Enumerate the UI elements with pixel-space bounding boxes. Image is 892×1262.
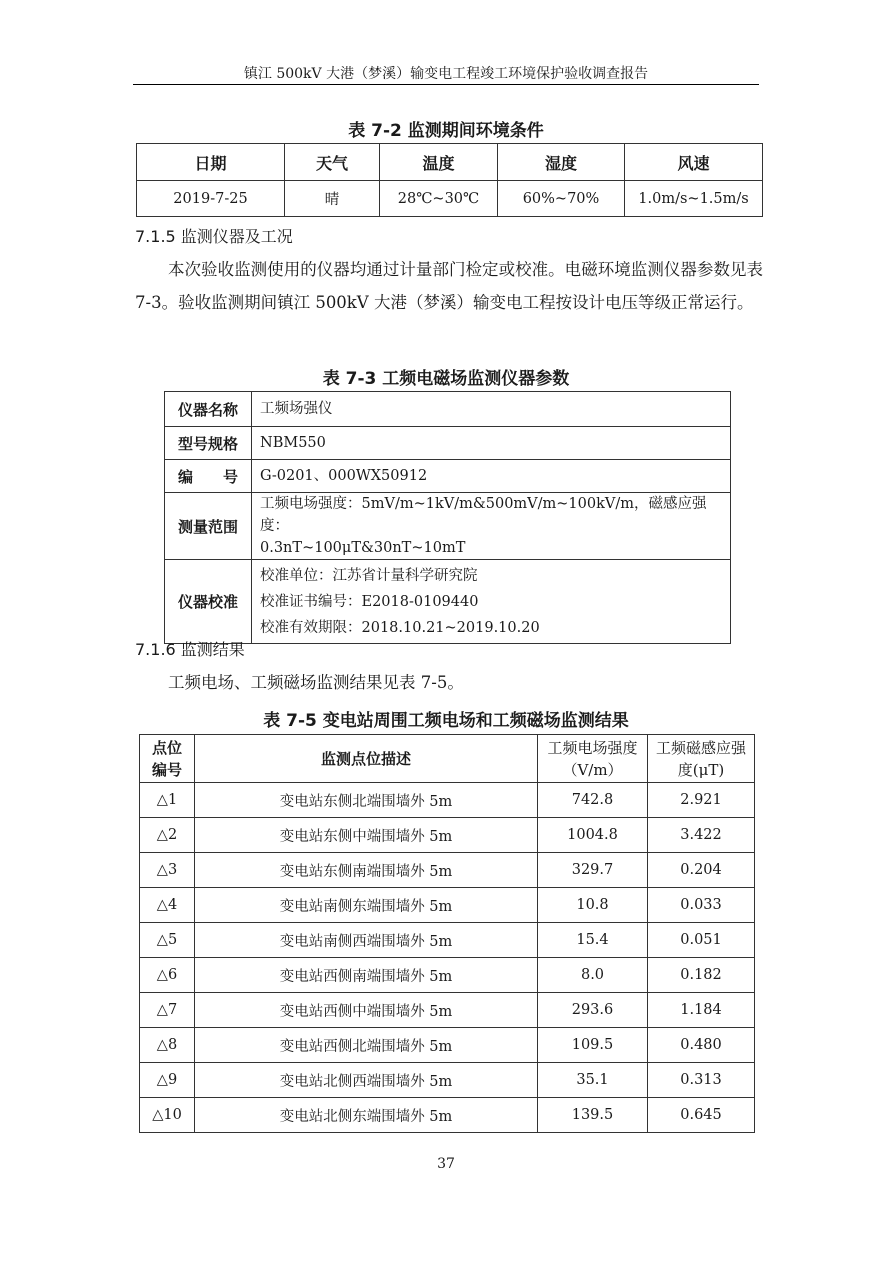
cell-point-id: △1: [140, 783, 195, 818]
table-row: [140, 853, 755, 888]
cell-magnetic-induction: 0.033: [648, 888, 755, 923]
calibration-line: 校准证书编号：E2018-0109440: [260, 593, 479, 610]
table-row: [140, 1098, 755, 1133]
cell-electric-field: 10.8: [538, 888, 648, 923]
cell-description: 变电站南侧西端围墙外 5m: [195, 923, 538, 958]
cell-description: 变电站东侧中端围墙外 5m: [195, 818, 538, 853]
section-paragraph-7-1-5: 本次验收监测使用的仪器均通过计量部门检定或校准。电磁环境监测仪器参数见表 7-3。验收监测期间镇江 500kV 大港（梦溪）输变电工程按设计电压等级正常运行。: [135, 260, 763, 312]
cell-description: 变电站西侧南端围墙外 5m: [195, 958, 538, 993]
header-cell-wind-speed: 风速: [625, 144, 763, 181]
label-serial: 编 号: [165, 460, 252, 493]
running-header: 镇江 500kV 大港（梦溪）输变电工程竣工环境保护验收调查报告: [243, 66, 649, 82]
header-line: 工频电场强度: [547, 738, 638, 757]
calibration-line: 校准有效期限：2018.10.21~2019.10.20: [260, 619, 540, 636]
cell-electric-field: 109.5: [538, 1028, 648, 1063]
cell-electric-field: 139.5: [538, 1098, 648, 1133]
cell-description: 变电站北侧西端围墙外 5m: [195, 1063, 538, 1098]
cell-point-id: △5: [140, 923, 195, 958]
table-row: [140, 958, 755, 993]
table-row: [140, 888, 755, 923]
table-row: [165, 427, 731, 460]
header-cell-electric-field: [538, 735, 648, 783]
cell-description: 变电站北侧东端围墙外 5m: [195, 1098, 538, 1133]
table-row: [140, 1063, 755, 1098]
cell-point-id: △9: [140, 1063, 195, 1098]
page-number: 37: [437, 1156, 455, 1172]
cell-description: 变电站东侧北端围墙外 5m: [195, 783, 538, 818]
table-row: [140, 923, 755, 958]
cell-electric-field: 8.0: [538, 958, 648, 993]
range-line: 工频电场强度：5mV/m~1kV/m&500mV/m~100kV/m，磁感应强度：: [260, 496, 707, 534]
table-header-row: [140, 735, 755, 783]
cell-point-id: △3: [140, 853, 195, 888]
cell-point-id: △6: [140, 958, 195, 993]
calibration-line: 校准单位：江苏省计量科学研究院: [260, 567, 478, 584]
cell-weather: 晴: [285, 181, 380, 217]
label-instrument-name: 仪器名称: [165, 392, 252, 427]
cell-electric-field: 742.8: [538, 783, 648, 818]
table-row: [140, 993, 755, 1028]
cell-electric-field: 35.1: [538, 1063, 648, 1098]
cell-magnetic-induction: 0.480: [648, 1028, 755, 1063]
cell-magnetic-induction: 0.645: [648, 1098, 755, 1133]
table-row: [165, 560, 731, 644]
cell-humidity: 60%~70%: [498, 181, 625, 217]
cell-description: 变电站南侧东端围墙外 5m: [195, 888, 538, 923]
header-cell-weather: 天气: [285, 144, 380, 181]
cell-description: 变电站东侧南端围墙外 5m: [195, 853, 538, 888]
label-range: 测量范围: [165, 493, 252, 560]
cell-electric-field: 293.6: [538, 993, 648, 1028]
table-row: [140, 783, 755, 818]
cell-temperature: 28℃~30℃: [380, 181, 498, 217]
cell-electric-field: 15.4: [538, 923, 648, 958]
cell-electric-field: 329.7: [538, 853, 648, 888]
table-header-row: [137, 144, 763, 181]
cell-point-id: △4: [140, 888, 195, 923]
table-7-2-caption: 表 7-2 监测期间环境条件: [348, 121, 544, 141]
section-paragraph-7-1-6: 工频电场、工频磁场监测结果见表 7-5。: [168, 673, 464, 692]
instrument-parameters-table: [164, 391, 731, 644]
cell-description: 变电站西侧中端围墙外 5m: [195, 993, 538, 1028]
header-line: 工频磁感应强: [655, 738, 746, 757]
value-model: NBM550: [252, 427, 731, 460]
header-rule: [133, 84, 759, 85]
cell-magnetic-induction: 0.313: [648, 1063, 755, 1098]
table-row: [165, 493, 731, 560]
cell-point-id: △2: [140, 818, 195, 853]
results-table-body: [140, 783, 755, 1133]
cell-description: 变电站西侧北端围墙外 5m: [195, 1028, 538, 1063]
table-7-5-caption: 表 7-5 变电站周围工频电场和工频磁场监测结果: [263, 711, 629, 731]
value-serial: G-0201、000WX50912: [252, 460, 731, 493]
section-heading-7-1-6: 7.1.6 监测结果: [135, 640, 245, 659]
section-heading-7-1-5: 7.1.5 监测仪器及工况: [135, 227, 293, 246]
cell-magnetic-induction: 0.182: [648, 958, 755, 993]
cell-point-id: △8: [140, 1028, 195, 1063]
cell-magnetic-induction: 2.921: [648, 783, 755, 818]
cell-wind-speed: 1.0m/s~1.5m/s: [625, 181, 763, 217]
cell-magnetic-induction: 0.051: [648, 923, 755, 958]
cell-magnetic-induction: 1.184: [648, 993, 755, 1028]
header-cell-point-id: [140, 735, 195, 783]
label-model: 型号规格: [165, 427, 252, 460]
cell-electric-field: 1004.8: [538, 818, 648, 853]
header-cell-magnetic-induction: [648, 735, 755, 783]
header-line: 度(μT): [677, 760, 725, 779]
table-row: [165, 460, 731, 493]
cell-date: 2019-7-25: [137, 181, 285, 217]
monitoring-results-table: [139, 734, 755, 1133]
header-cell-temperature: 温度: [380, 144, 498, 181]
table-7-3-caption: 表 7-3 工频电磁场监测仪器参数: [322, 369, 570, 389]
label-calibration: 仪器校准: [165, 560, 252, 644]
header-line: （V/m）: [562, 760, 623, 779]
cell-magnetic-induction: 0.204: [648, 853, 755, 888]
header-line: 编号: [151, 760, 182, 779]
header-cell-description: 监测点位描述: [195, 735, 538, 783]
table-row: [137, 181, 763, 217]
cell-point-id: △10: [140, 1098, 195, 1133]
table-row: [165, 392, 731, 427]
value-instrument-name: 工频场强仪: [252, 392, 731, 427]
range-line: 0.3nT~100μT&30nT~10mT: [260, 540, 466, 556]
table-row: [140, 818, 755, 853]
header-cell-date: 日期: [137, 144, 285, 181]
table-row: [140, 1028, 755, 1063]
environment-conditions-table: [136, 143, 763, 217]
value-range: [252, 493, 731, 560]
cell-magnetic-induction: 3.422: [648, 818, 755, 853]
header-line: 点位: [151, 738, 182, 757]
cell-point-id: △7: [140, 993, 195, 1028]
header-cell-humidity: 湿度: [498, 144, 625, 181]
value-calibration: [252, 560, 731, 644]
